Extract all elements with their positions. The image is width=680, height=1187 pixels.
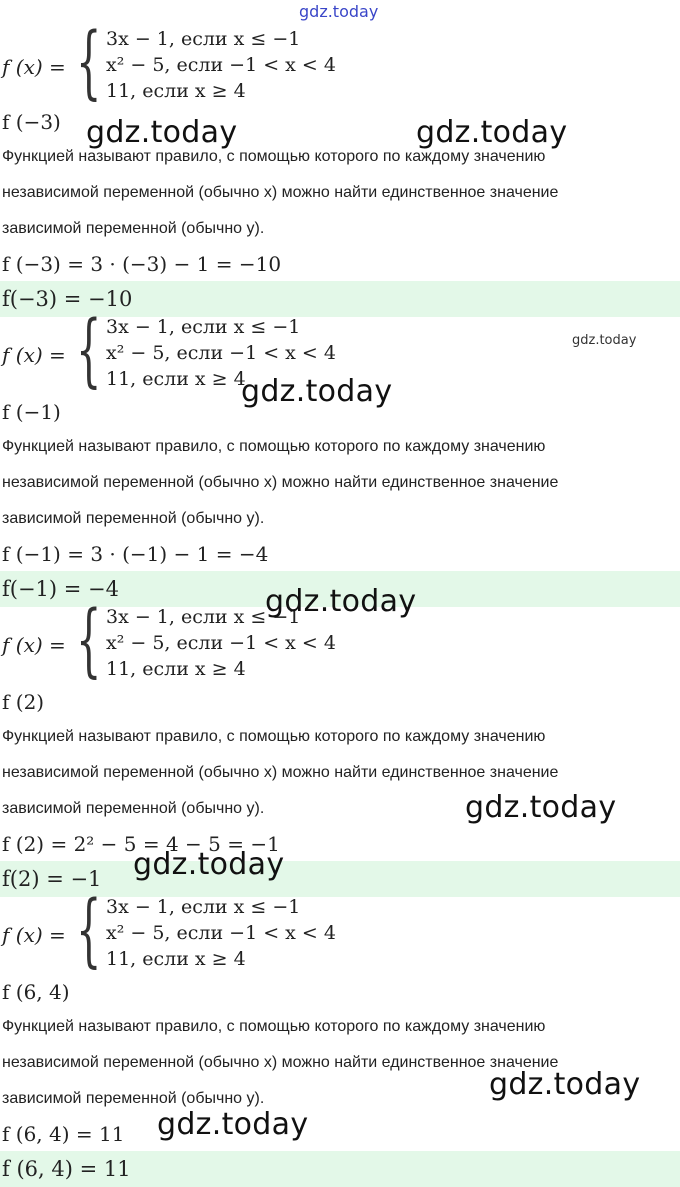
function-lhs: f (x) =: [2, 633, 66, 657]
watermark: gdz.today: [465, 790, 617, 825]
calculation: f (2) = 2² − 5 = 4 − 5 = −1: [2, 832, 280, 856]
definition-line-2: независимой переменной (обычно x) можно найти единственное значение: [2, 764, 559, 781]
case-3: 11, если x ≥ 4: [106, 368, 246, 390]
case-2: x² − 5, если −1 < x < 4: [106, 632, 336, 654]
left-brace: {: [76, 593, 102, 686]
function-definition: [2, 883, 402, 976]
watermark: gdz.today: [572, 333, 637, 348]
definition-line-2: независимой переменной (обычно x) можно найти единственное значение: [2, 1054, 559, 1071]
query: f (−3): [2, 110, 61, 134]
definition-line-1: Функцией называют правило, с помощью которого по каждому значению: [2, 148, 546, 165]
watermark: gdz.today: [133, 847, 285, 882]
definition-line-3: зависимой переменной (обычно y).: [2, 510, 265, 527]
definition-line-2: независимой переменной (обычно x) можно найти единственное значение: [2, 184, 559, 201]
answer: f (6, 4) = 11: [2, 1157, 131, 1181]
answer-row: [0, 281, 680, 317]
answer: f(−3) = −10: [2, 287, 133, 311]
calculation: f (−3) = 3 · (−3) − 1 = −10: [2, 252, 282, 276]
query: f (2): [2, 690, 45, 714]
left-brace: {: [76, 303, 102, 396]
case-2: x² − 5, если −1 < x < 4: [106, 54, 336, 76]
definition-line-3: зависимой переменной (обычно y).: [2, 220, 265, 237]
function-lhs: f (x) =: [2, 55, 66, 79]
function-definition: [2, 15, 402, 108]
query: f (−1): [2, 400, 61, 424]
definition-line-2: независимой переменной (обычно x) можно найти единственное значение: [2, 474, 559, 491]
answer-row: [0, 861, 680, 897]
answer: f(−1) = −4: [2, 577, 120, 601]
definition-line-1: Функцией называют правило, с помощью которого по каждому значению: [2, 438, 546, 455]
case-3: 11, если x ≥ 4: [106, 948, 246, 970]
watermark: gdz.today: [86, 115, 238, 150]
watermark: gdz.today: [241, 374, 393, 409]
query: f (6, 4): [2, 980, 70, 1004]
left-brace: {: [76, 883, 102, 976]
function-lhs: f (x) =: [2, 923, 66, 947]
watermark: gdz.today: [157, 1107, 309, 1142]
case-1: 3x − 1, если x ≤ −1: [106, 896, 301, 918]
case-1: 3x − 1, если x ≤ −1: [106, 606, 301, 628]
answer: f(2) = −1: [2, 867, 102, 891]
case-3: 11, если x ≥ 4: [106, 80, 246, 102]
left-brace: {: [76, 15, 102, 108]
definition-line-3: зависимой переменной (обычно y).: [2, 1090, 265, 1107]
calculation: f (6, 4) = 11: [2, 1122, 125, 1146]
case-2: x² − 5, если −1 < x < 4: [106, 342, 336, 364]
answer-row: [0, 1151, 680, 1187]
case-3: 11, если x ≥ 4: [106, 658, 246, 680]
function-lhs: f (x) =: [2, 343, 66, 367]
definition-line-1: Функцией называют правило, с помощью которого по каждому значению: [2, 728, 546, 745]
definition-line-1: Функцией называют правило, с помощью которого по каждому значению: [2, 1018, 546, 1035]
case-1: 3x − 1, если x ≤ −1: [106, 28, 301, 50]
watermark: gdz.today: [489, 1067, 641, 1102]
calculation: f (−1) = 3 · (−1) − 1 = −4: [2, 542, 269, 566]
header-watermark: gdz.today: [299, 2, 379, 21]
watermark: gdz.today: [265, 584, 417, 619]
case-2: x² − 5, если −1 < x < 4: [106, 922, 336, 944]
definition-line-3: зависимой переменной (обычно y).: [2, 800, 265, 817]
watermark: gdz.today: [416, 115, 568, 150]
case-1: 3x − 1, если x ≤ −1: [106, 316, 301, 338]
